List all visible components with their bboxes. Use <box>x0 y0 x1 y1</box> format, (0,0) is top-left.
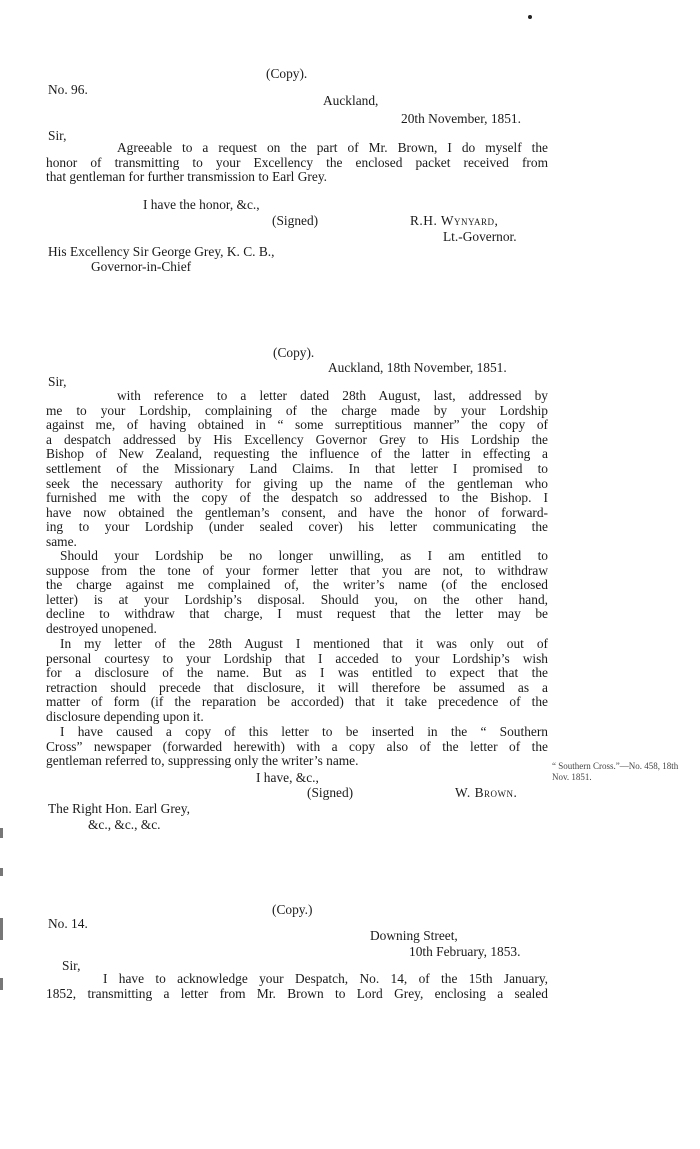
body-line: I have to acknowledge your Despatch, No. 14, of the 15th January, <box>103 971 548 986</box>
page-edge-mark <box>0 828 3 838</box>
body-line: ing to your Lordship (under sealed cover) his letter communicating the <box>46 519 548 535</box>
body-line: decline to withdraw that charge, I must request that the letter may be <box>46 606 548 622</box>
body-line: the charge against me complained of, the writer’s name (of the enclosed <box>46 577 548 593</box>
body-line: In my letter of the 28th August I mentioned that it was only out of <box>60 636 548 651</box>
paragraph-4 <box>46 725 548 769</box>
body-line: retraction should precede that disclosure, it will therefore be assumed as a <box>46 679 548 695</box>
body-line: against me, of having obtained in “ some surreptitious manner” the copy of <box>46 417 548 433</box>
letter-number: No. 14. <box>48 916 88 931</box>
closing: I have the honor, &c., <box>143 197 260 212</box>
body-line: honor of transmitting to your Excellency the enclosed packet received from <box>46 154 548 170</box>
page-edge-mark <box>0 918 3 940</box>
body-line: that gentleman for further transmission to Earl Grey. <box>46 169 327 185</box>
body-line: letter) is at your Lordship’s disposal. Should you, on the other hand, <box>46 591 548 607</box>
copy-label: (Copy). <box>266 66 308 81</box>
body-line: a despatch addressed by His Excellency Governor Grey to His Lordship the <box>46 431 548 447</box>
body-line: Agreeable to a request on the part of Mr. Brown, I do myself the <box>117 140 548 155</box>
addressee-title: Governor-in-Chief <box>91 259 192 274</box>
body-line: gentleman referred to, suppressing only the writer’s name. <box>46 753 359 769</box>
body-line: 1852, transmitting a letter from Mr. Brown to Lord Grey, enclosing a sealed <box>46 985 548 1001</box>
body-line: Cross” newspaper (forwarded herewith) with a copy also of the letter of the <box>46 738 548 754</box>
paragraph-2 <box>46 549 548 637</box>
signatory-name: R.H. Wynyard, <box>410 213 499 228</box>
ink-speck <box>528 15 532 19</box>
body-line: for a disclosure of the name. But as I was entitled to expect that the <box>46 665 548 681</box>
signatory-title: Lt.-Governor. <box>443 229 517 244</box>
body-line: I have caused a copy of this letter to be inserted in the “ Southern <box>60 724 548 739</box>
body-line: with reference to a letter dated 28th August, last, addressed by <box>117 388 548 403</box>
letter-number: No. 96. <box>48 82 88 97</box>
body-line: me to your Lordship, complaining of the charge made by your Lordship <box>46 402 548 418</box>
salutation: Sir, <box>48 374 67 389</box>
margin-note: “ Southern Cross.”—No. 458, 18th Nov. 1851. <box>552 761 679 782</box>
addressee-title: &c., &c., &c. <box>88 817 161 832</box>
page-edge-mark <box>0 868 3 876</box>
letter-date: 10th February, 1853. <box>409 944 521 959</box>
body-line: have now obtained the gentleman’s consent, and have the honor of forward- <box>46 504 548 520</box>
addressee: His Excellency Sir George Grey, K. C. B., <box>48 244 275 259</box>
letter-date: 20th November, 1851. <box>401 111 521 126</box>
letter-body <box>46 141 548 185</box>
body-line: Should your Lordship be no longer unwilling, as I am entitled to <box>60 548 548 563</box>
letter-place-date: Auckland, 18th November, 1851. <box>328 360 507 375</box>
paragraph-1 <box>46 389 548 550</box>
copy-label: (Copy). <box>273 345 315 360</box>
salutation: Sir, <box>62 958 81 973</box>
body-line: matter of form (if the reparation be accorded) that it take precedence of the <box>46 694 548 710</box>
paragraph-3 <box>46 637 548 725</box>
signatory-name: W. Brown. <box>455 785 518 800</box>
closing: I have, &c., <box>256 770 319 785</box>
copy-label: (Copy.) <box>272 902 313 917</box>
body-line: furnished me with the copy of the despatch so addressed to the Bishop. I <box>46 490 548 506</box>
body-line: settlement of the Missionary Land Claims. In that letter I promised to <box>46 460 548 476</box>
page-edge-mark <box>0 978 3 990</box>
body-line: destroyed unopened. <box>46 620 157 636</box>
signed-label: (Signed) <box>272 213 319 228</box>
body-line: personal courtesy to your Lordship that I acceded to your Lordship’s wish <box>46 650 548 666</box>
body-line: seek the necessary authority for giving up the name of the gentleman who <box>46 475 548 491</box>
body-line: Bishop of New Zealand, requesting the influence of the latter in effecting a <box>46 446 548 462</box>
letter-body <box>46 972 548 1001</box>
body-line: suppose from the tone of your former letter that you are not, to withdraw <box>46 562 548 578</box>
body-line: disclosure depending upon it. <box>46 708 204 724</box>
signed-label: (Signed) <box>307 785 354 800</box>
addressee: The Right Hon. Earl Grey, <box>48 801 190 816</box>
letter-place: Downing Street, <box>370 928 458 943</box>
salutation: Sir, <box>48 128 67 143</box>
letter-place: Auckland, <box>323 93 379 108</box>
body-line: same. <box>46 533 77 549</box>
